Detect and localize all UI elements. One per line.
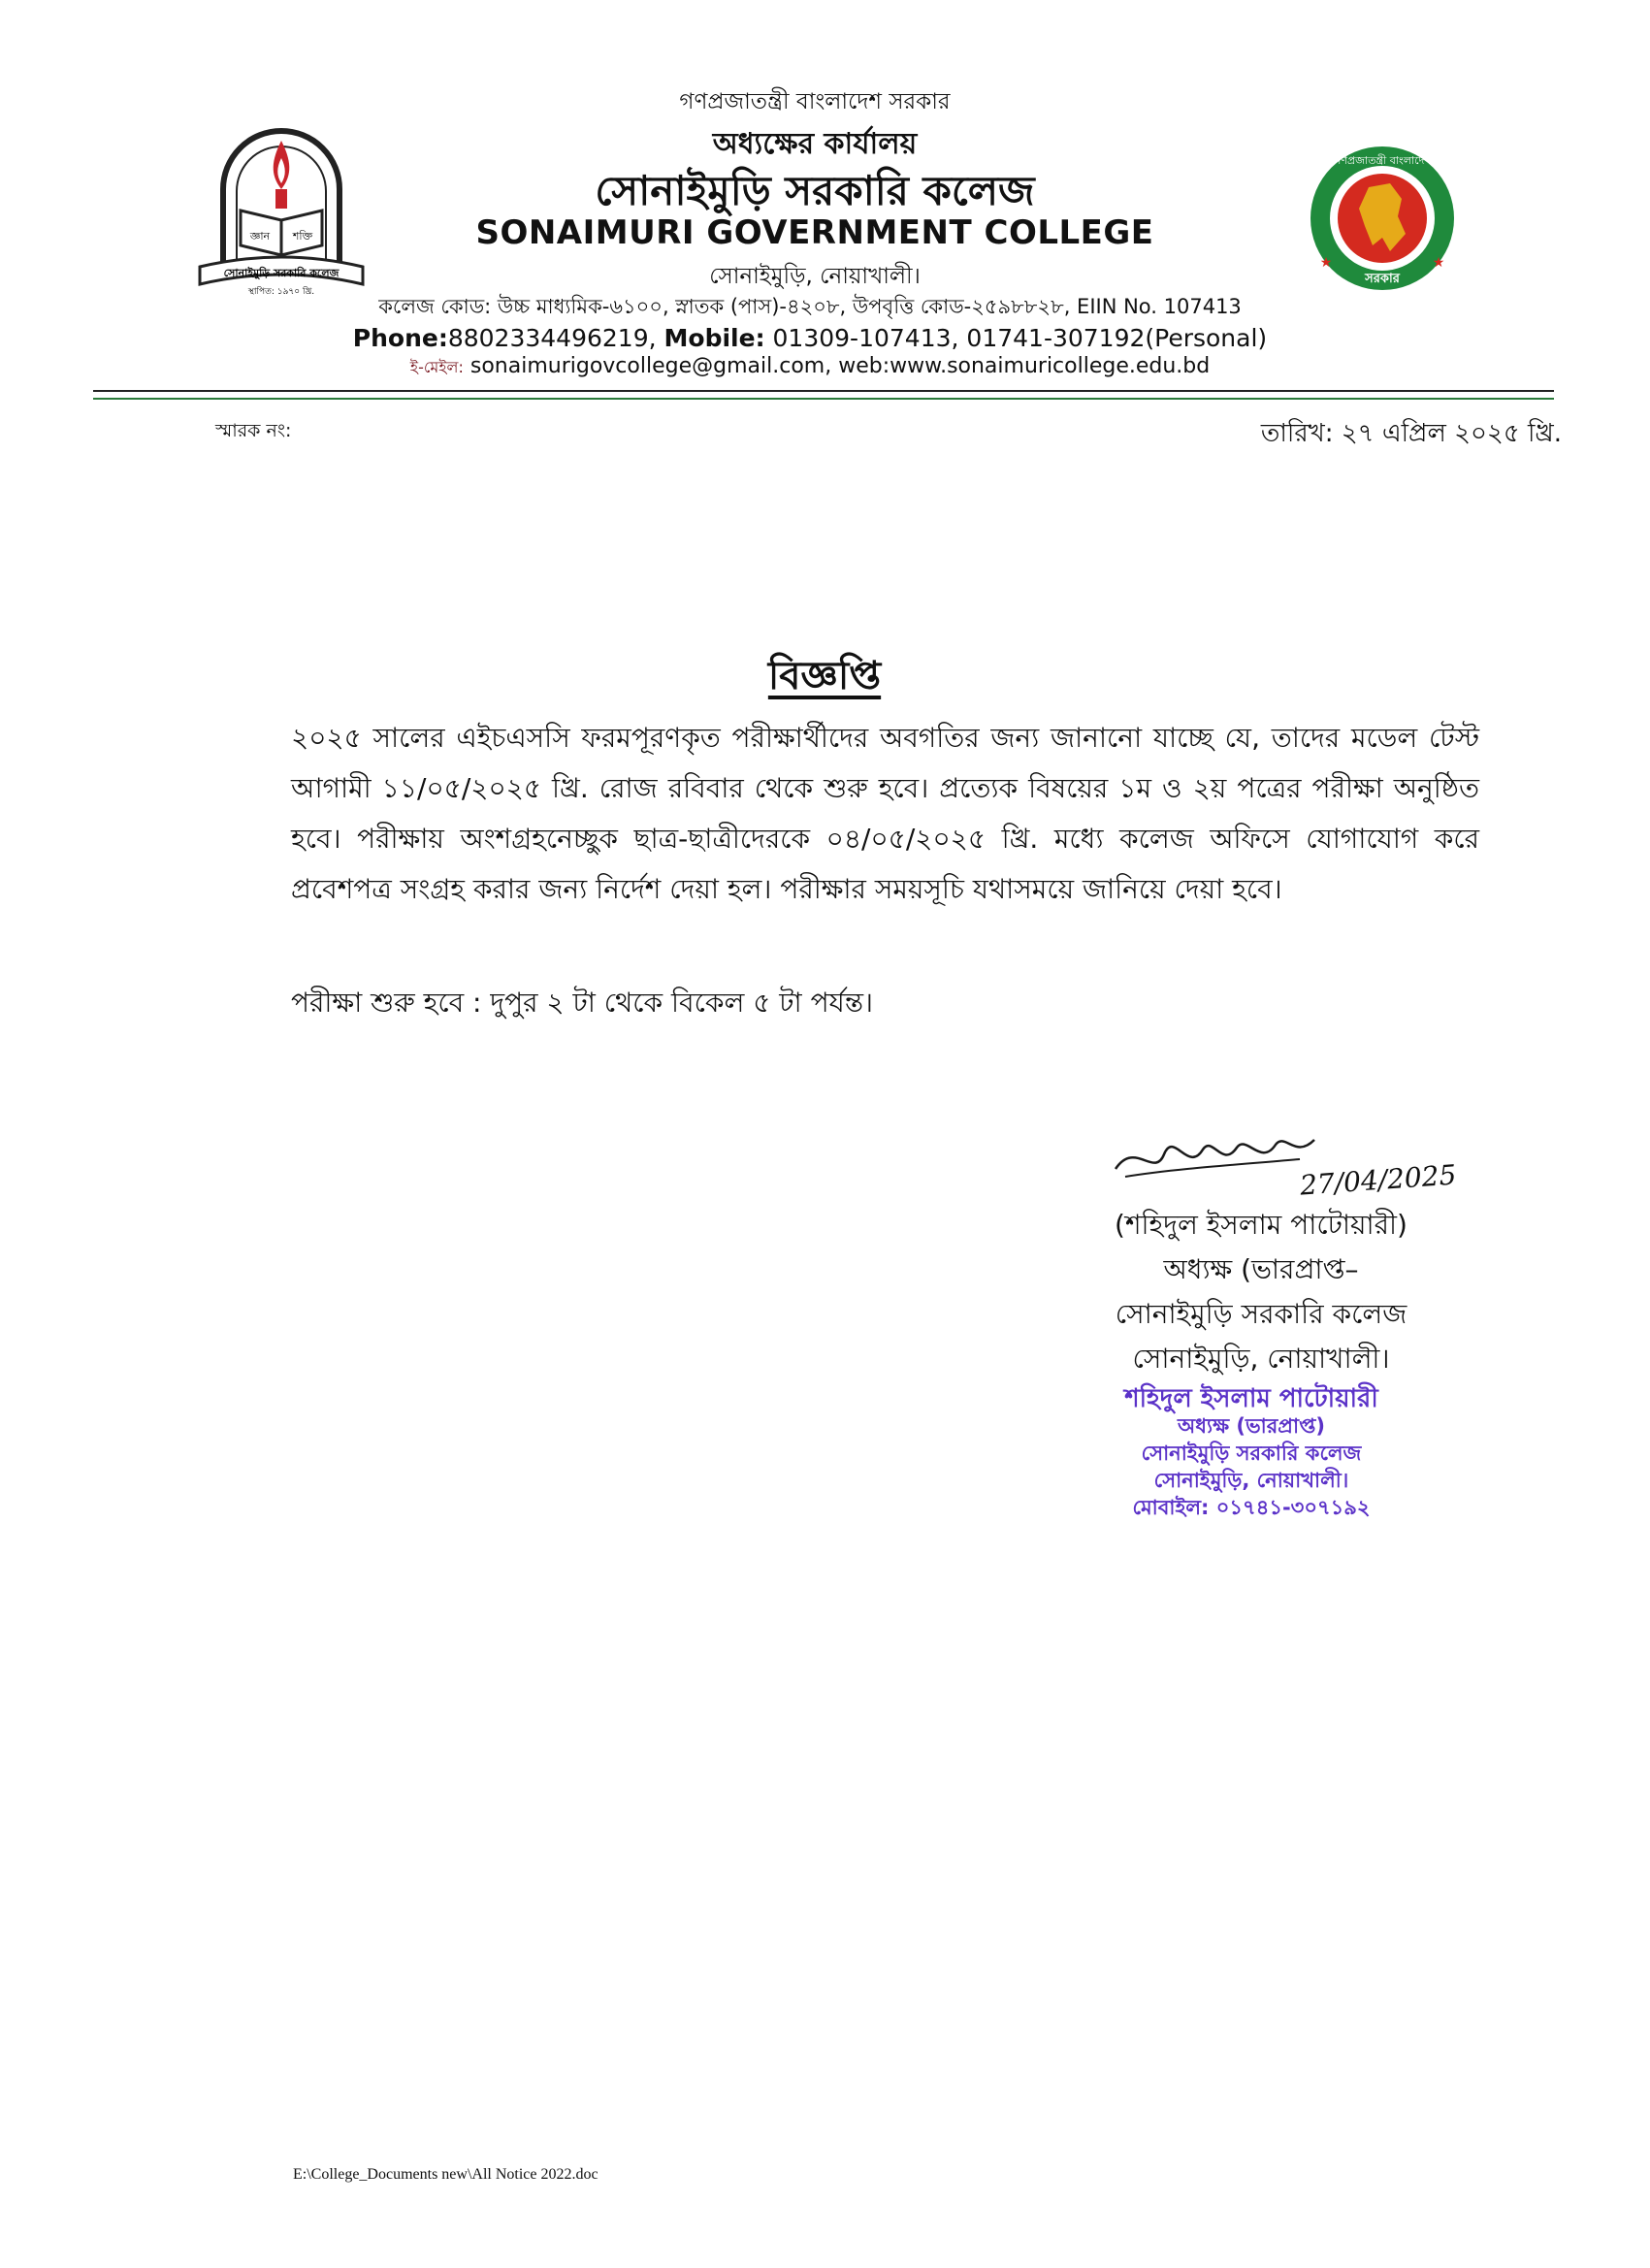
official-stamp xyxy=(1067,1385,1436,1521)
notice-title: বিজ্ঞপ্তি xyxy=(767,654,882,698)
email-label: ই-মেইল: xyxy=(409,358,464,376)
notice-body: ২০২৫ সালের এইচএসসি ফরমপূরণকৃত পরীক্ষার্থীদের অবগতির জন্য জানানো যাচ্ছে যে, তাদের মডেল টেস্ট আগামী ১১/০৫/২০২৫ খ্রি. রোজ রবিবার থেকে শুরু হবে। প্রত্যেক বিষয়ের ১ম ও ২য় পত্রের পরীক্ষা অনুষ্ঠিত হবে। পরীক্ষায় অংশগ্রহনেচ্ছুক ছাত্র-ছাত্রীদেরকে ০৪/০৫/২০২৫ খ্রি. মধ্যে কলেজ অফিসে যোগাযোগ করে প্রবেশপত্র সংগ্রহ করার জন্য নির্দেশ দেয়া হল। পরীক্ষার সময়সূচি যথাসময়ে জানিয়ে দেয়া হবে। xyxy=(291,722,1479,905)
logo-word-left: জ্ঞান xyxy=(249,230,271,243)
signatory-designation: অধ্যক্ষ (ভারপ্রাপ্ত– xyxy=(1163,1253,1359,1285)
signatory-college: সোনাইমুড়ি সরকারি কলেজ xyxy=(1115,1298,1407,1330)
phone-label: Phone: xyxy=(352,324,448,352)
logo-ring-text: সোনাইমুড়ি সরকারি কলেজ xyxy=(223,267,340,279)
college-logo xyxy=(194,121,369,296)
email-address: sonaimurigovcollege@gmail.com, xyxy=(469,354,832,378)
memo-number-label: স্মারক নং: xyxy=(215,420,292,441)
svg-text:★: ★ xyxy=(1432,255,1445,271)
stamp-mobile: মোবাইল: ০১৭৪১-৩০৭১৯২ xyxy=(1132,1496,1371,1519)
signatory-name: (শহিদুল ইসলাম পাটোয়ারী) xyxy=(1115,1209,1407,1241)
signatory-location: সোনাইমুড়ি, নোয়াখালী। xyxy=(1132,1343,1390,1375)
stamp-name: শহিদুল ইসলাম পাটোয়ারী xyxy=(1124,1384,1378,1413)
contact-email-line xyxy=(320,354,1300,381)
web-label: web: xyxy=(838,354,890,378)
website-address: www.sonaimuricollege.edu.bd xyxy=(890,354,1211,378)
footer-file-path: E:\College_Documents new\All Notice 2022.doc xyxy=(293,2166,599,2183)
stamp-college: সোনাইমুড়ি সরকারি কলেজ xyxy=(1141,1442,1362,1465)
svg-text:★: ★ xyxy=(1319,255,1333,271)
stamp-designation: অধ্যক্ষ (ভারপ্রাপ্ত) xyxy=(1178,1414,1325,1438)
phone-number: 8802334496219, xyxy=(447,324,657,352)
notice-date: তারিখ: ২৭ এপ্রিল ২০২৫ খ্রি. xyxy=(1260,419,1562,448)
contact-phone-line xyxy=(320,324,1300,352)
exam-time: পরীক্ষা শুরু হবে : দুপুর ২ টা থেকে বিকেল ৫ টা পর্যন্ত। xyxy=(291,987,874,1019)
signature-date: 27/04/2025 xyxy=(1299,1158,1458,1202)
emblem-bottom-text: সরকার xyxy=(1365,272,1400,286)
mobile-label: Mobile: xyxy=(663,324,765,352)
stamp-location: সোনাইমুড়ি, নোয়াখালী। xyxy=(1153,1469,1349,1492)
mobile-numbers: 01309-107413, 01741-307192(Personal) xyxy=(772,324,1268,352)
header-divider xyxy=(93,390,1554,392)
government-title: গণপ্রজাতন্ত্রী বাংলাদেশ সরকার xyxy=(679,89,951,114)
handwritten-signature xyxy=(1106,1120,1329,1198)
signatory-block xyxy=(1057,1203,1465,1381)
office-title: অধ্যক্ষের কার্যালয় xyxy=(712,127,918,161)
college-codes: কলেজ কোড: উচ্চ মাধ্যমিক-৬১০০, স্নাতক (পাস)-৪২০৮, উপবৃত্তি কোড-২৫৯৮৮২৮, EIIN No. 107413 xyxy=(378,295,1242,318)
emblem-top-text: গণপ্রজাতন্ত্রী বাংলাদেশ xyxy=(1334,154,1431,167)
college-name-english: SONAIMURI GOVERNMENT COLLEGE xyxy=(475,213,1154,252)
college-name-bangla: সোনাইমুড়ি সরকারি কলেজ xyxy=(595,167,1035,214)
logo-word-right: শক্তি xyxy=(292,230,313,243)
logo-estd: স্থাপিত: ১৯৭০ খ্রি. xyxy=(247,287,315,296)
header-divider-green xyxy=(93,398,1554,400)
government-emblem xyxy=(1305,141,1460,296)
college-address: সোনাইমুড়ি, নোয়াখালী। xyxy=(709,264,921,289)
